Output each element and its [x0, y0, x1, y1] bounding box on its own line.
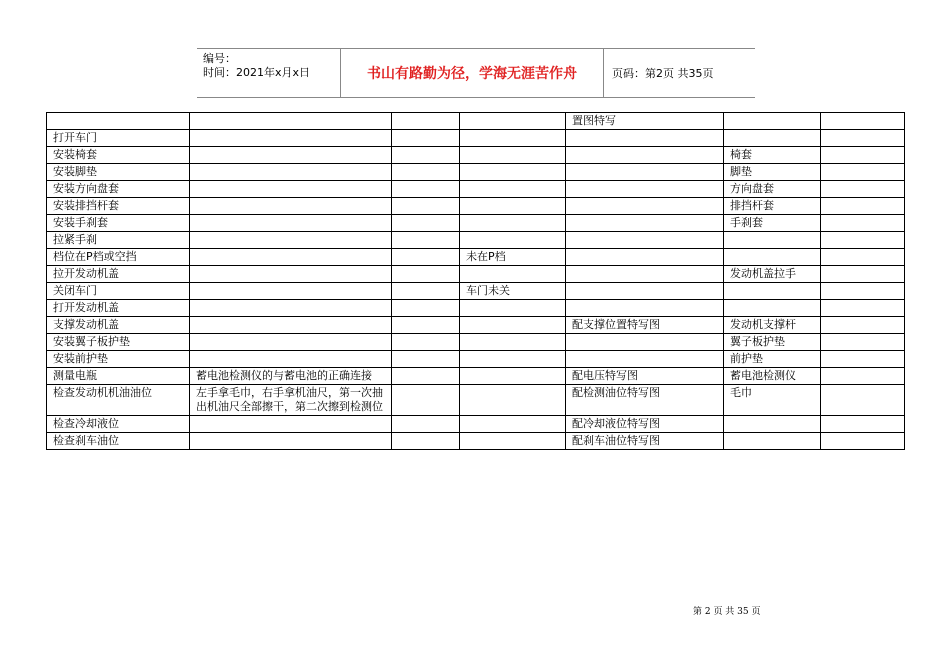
table-cell	[566, 266, 724, 283]
table-cell: 蓄电池检测仪	[724, 368, 821, 385]
table-cell	[566, 164, 724, 181]
table-row	[47, 351, 905, 368]
table-body	[47, 113, 905, 450]
table-cell	[724, 433, 821, 450]
table-row	[47, 317, 905, 334]
table-cell: 测量电瓶	[47, 368, 190, 385]
table-row	[47, 433, 905, 450]
table-cell	[190, 147, 392, 164]
table-cell	[190, 300, 392, 317]
table-cell: 安装翼子板护垫	[47, 334, 190, 351]
table-cell	[821, 433, 905, 450]
table-cell	[460, 181, 566, 198]
table-row	[47, 113, 905, 130]
table-cell	[821, 368, 905, 385]
table-cell	[392, 433, 460, 450]
table-cell	[460, 113, 566, 130]
number-label: 编号：	[203, 52, 236, 65]
table-row	[47, 130, 905, 147]
table-cell	[392, 283, 460, 300]
table-cell	[724, 300, 821, 317]
table-cell	[566, 130, 724, 147]
table-cell	[392, 368, 460, 385]
table-cell	[724, 130, 821, 147]
table-cell	[190, 215, 392, 232]
table-cell: 翼子板护垫	[724, 334, 821, 351]
table-cell	[821, 416, 905, 433]
table-cell	[460, 300, 566, 317]
table-cell	[392, 351, 460, 368]
table-cell	[460, 198, 566, 215]
table-cell: 配刹车油位特写图	[566, 433, 724, 450]
table-cell	[821, 232, 905, 249]
table-row	[47, 215, 905, 232]
table-row	[47, 164, 905, 181]
table-row	[47, 249, 905, 266]
table-cell	[392, 416, 460, 433]
table-cell	[821, 385, 905, 416]
header-motto: 书山有路勤为径，学海无涯苦作舟	[340, 49, 604, 97]
table-cell: 车门未关	[460, 283, 566, 300]
table-cell	[724, 232, 821, 249]
table-cell	[460, 334, 566, 351]
table-cell: 安装椅套	[47, 147, 190, 164]
inspection-table	[46, 112, 905, 450]
table-cell	[724, 113, 821, 130]
table-cell	[190, 130, 392, 147]
table-cell	[460, 416, 566, 433]
table-cell	[392, 385, 460, 416]
table-cell	[566, 215, 724, 232]
table-cell	[460, 232, 566, 249]
table-cell: 安装脚垫	[47, 164, 190, 181]
table-cell	[392, 113, 460, 130]
table-cell	[460, 317, 566, 334]
table-cell	[190, 416, 392, 433]
table-cell	[47, 113, 190, 130]
table-cell	[821, 113, 905, 130]
table-cell	[392, 300, 460, 317]
table-cell: 脚垫	[724, 164, 821, 181]
table-cell	[190, 181, 392, 198]
table-cell	[190, 334, 392, 351]
table-cell: 发动机支撑杆	[724, 317, 821, 334]
table-row	[47, 266, 905, 283]
table-cell	[821, 283, 905, 300]
table-cell	[821, 181, 905, 198]
table-cell	[821, 130, 905, 147]
table-cell: 手刹套	[724, 215, 821, 232]
table-row	[47, 334, 905, 351]
table-cell: 椅套	[724, 147, 821, 164]
table-cell: 毛巾	[724, 385, 821, 416]
table-cell: 方向盘套	[724, 181, 821, 198]
table-cell	[566, 181, 724, 198]
table-cell: 关闭车门	[47, 283, 190, 300]
table-cell	[460, 164, 566, 181]
table-cell	[724, 249, 821, 266]
table-cell: 配冷却液位特写图	[566, 416, 724, 433]
table-cell: 配检测油位特写图	[566, 385, 724, 416]
time-label: 时间：2021年x月x日	[203, 66, 311, 79]
table-cell	[566, 351, 724, 368]
table-cell	[392, 130, 460, 147]
table-cell	[190, 113, 392, 130]
table-cell	[460, 385, 566, 416]
table-cell	[190, 249, 392, 266]
table-cell	[392, 317, 460, 334]
table-cell	[460, 368, 566, 385]
table-cell: 打开发动机盖	[47, 300, 190, 317]
table-cell	[821, 147, 905, 164]
table-cell: 安装方向盘套	[47, 181, 190, 198]
table-cell	[821, 300, 905, 317]
table-cell	[190, 317, 392, 334]
table-cell: 安装手刹套	[47, 215, 190, 232]
table-cell: 安装前护垫	[47, 351, 190, 368]
table-cell: 未在P档	[460, 249, 566, 266]
table-cell	[460, 351, 566, 368]
table-row	[47, 385, 905, 416]
table-cell	[566, 283, 724, 300]
table-cell	[190, 283, 392, 300]
table-cell	[392, 249, 460, 266]
table-cell	[566, 334, 724, 351]
table-cell	[460, 130, 566, 147]
table-cell: 打开车门	[47, 130, 190, 147]
table-cell: 左手拿毛巾，右手拿机油尺，第一次抽出机油尺全部擦干，第二次擦到检测位	[190, 385, 392, 416]
table-cell: 发动机盖拉手	[724, 266, 821, 283]
table-row	[47, 300, 905, 317]
table-cell: 拉开发动机盖	[47, 266, 190, 283]
table-cell	[566, 147, 724, 164]
table-cell	[190, 351, 392, 368]
table-cell	[566, 249, 724, 266]
table-cell	[566, 232, 724, 249]
table-row	[47, 198, 905, 215]
table-cell: 支撑发动机盖	[47, 317, 190, 334]
table-cell: 检查发动机机油油位	[47, 385, 190, 416]
table-cell	[460, 266, 566, 283]
table-cell	[821, 351, 905, 368]
table-cell	[566, 300, 724, 317]
table-cell	[392, 181, 460, 198]
table-cell: 安装排挡杆套	[47, 198, 190, 215]
table-cell	[392, 147, 460, 164]
table-cell	[190, 232, 392, 249]
table-cell: 检查冷却液位	[47, 416, 190, 433]
table-cell	[392, 198, 460, 215]
table-cell	[821, 266, 905, 283]
table-cell	[392, 215, 460, 232]
table-cell	[821, 317, 905, 334]
table-cell	[724, 416, 821, 433]
table-cell	[821, 164, 905, 181]
table-cell	[460, 433, 566, 450]
table-cell: 前护垫	[724, 351, 821, 368]
table-cell	[392, 334, 460, 351]
table-cell	[724, 283, 821, 300]
page-header	[197, 48, 755, 98]
table-cell: 配支撑位置特写图	[566, 317, 724, 334]
table-cell	[392, 232, 460, 249]
table-cell	[392, 266, 460, 283]
table-cell	[821, 198, 905, 215]
header-page-label: 页码：第2页 共35页	[612, 67, 714, 80]
table-cell	[190, 198, 392, 215]
table-cell	[821, 249, 905, 266]
table-cell: 置图特写	[566, 113, 724, 130]
table-cell	[190, 433, 392, 450]
page-footer: 第 2 页 共 35 页	[693, 607, 761, 617]
table-row	[47, 232, 905, 249]
table-row	[47, 147, 905, 164]
table-cell	[460, 147, 566, 164]
table-cell: 排挡杆套	[724, 198, 821, 215]
table-cell: 配电压特写图	[566, 368, 724, 385]
table-cell	[821, 334, 905, 351]
table-cell: 检查刹车油位	[47, 433, 190, 450]
table-cell	[460, 215, 566, 232]
table-row	[47, 368, 905, 385]
table-cell: 蓄电池检测仪的与蓄电池的正确连接	[190, 368, 392, 385]
header-meta	[197, 49, 340, 97]
table-row	[47, 181, 905, 198]
table-cell	[392, 164, 460, 181]
table-cell	[566, 198, 724, 215]
table-cell	[190, 164, 392, 181]
table-cell	[821, 215, 905, 232]
table-cell: 档位在P档或空挡	[47, 249, 190, 266]
table-row	[47, 283, 905, 300]
table-cell	[190, 266, 392, 283]
table-cell: 拉紧手刹	[47, 232, 190, 249]
table-row	[47, 416, 905, 433]
